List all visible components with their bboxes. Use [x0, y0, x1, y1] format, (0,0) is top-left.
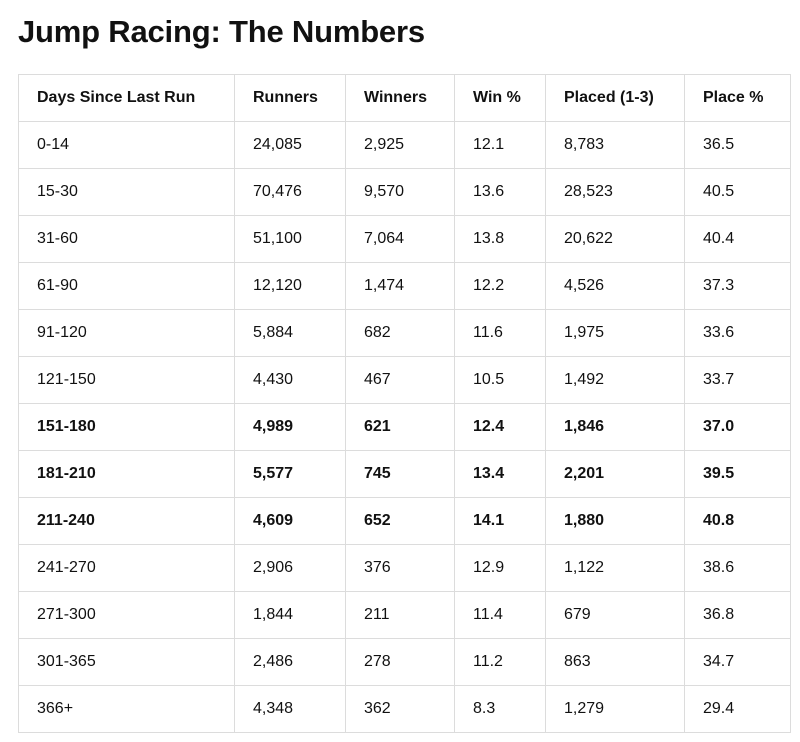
place-pct-cell: 40.8: [685, 498, 791, 545]
place-pct-cell: 34.7: [685, 639, 791, 686]
runners-cell: 2,486: [235, 639, 346, 686]
winners-cell: 682: [346, 310, 455, 357]
placed-cell: 20,622: [546, 216, 685, 263]
placed-cell: 1,846: [546, 404, 685, 451]
runners-cell: 4,430: [235, 357, 346, 404]
place-pct-cell: 37.0: [685, 404, 791, 451]
winners-cell: 211: [346, 592, 455, 639]
win-pct-cell: 13.8: [455, 216, 546, 263]
placed-cell: 679: [546, 592, 685, 639]
table-row: [19, 216, 791, 263]
table-row: [19, 310, 791, 357]
place-pct-cell: 40.4: [685, 216, 791, 263]
table-row: [19, 169, 791, 216]
days-since-last-run-cell: 15-30: [19, 169, 235, 216]
winners-cell: 652: [346, 498, 455, 545]
table-row: [19, 451, 791, 498]
runners-cell: 1,844: [235, 592, 346, 639]
days-since-last-run-cell: 0-14: [19, 122, 235, 169]
placed-cell: 2,201: [546, 451, 685, 498]
win-pct-cell: 11.2: [455, 639, 546, 686]
winners-cell: 621: [346, 404, 455, 451]
page-title: Jump Racing: The Numbers: [18, 14, 425, 49]
runners-cell: 2,906: [235, 545, 346, 592]
column-header-place-pct: Place %: [685, 75, 791, 122]
runners-cell: 5,884: [235, 310, 346, 357]
days-since-last-run-cell: 61-90: [19, 263, 235, 310]
column-header-winners: Winners: [346, 75, 455, 122]
placed-cell: 1,492: [546, 357, 685, 404]
days-since-last-run-cell: 271-300: [19, 592, 235, 639]
placed-cell: 28,523: [546, 169, 685, 216]
win-pct-cell: 11.6: [455, 310, 546, 357]
winners-cell: 1,474: [346, 263, 455, 310]
days-since-last-run-cell: 121-150: [19, 357, 235, 404]
winners-cell: 2,925: [346, 122, 455, 169]
runners-cell: 51,100: [235, 216, 346, 263]
runners-cell: 4,989: [235, 404, 346, 451]
winners-cell: 467: [346, 357, 455, 404]
place-pct-cell: 36.8: [685, 592, 791, 639]
runners-cell: 4,348: [235, 686, 346, 733]
place-pct-cell: 36.5: [685, 122, 791, 169]
placed-cell: 1,880: [546, 498, 685, 545]
days-since-last-run-cell: 151-180: [19, 404, 235, 451]
win-pct-cell: 12.9: [455, 545, 546, 592]
winners-cell: 745: [346, 451, 455, 498]
winners-cell: 376: [346, 545, 455, 592]
place-pct-cell: 39.5: [685, 451, 791, 498]
column-header-win-pct: Win %: [455, 75, 546, 122]
placed-cell: 1,122: [546, 545, 685, 592]
days-since-last-run-cell: 91-120: [19, 310, 235, 357]
placed-cell: 8,783: [546, 122, 685, 169]
win-pct-cell: 12.2: [455, 263, 546, 310]
win-pct-cell: 12.1: [455, 122, 546, 169]
days-since-last-run-cell: 211-240: [19, 498, 235, 545]
days-since-last-run-cell: 301-365: [19, 639, 235, 686]
win-pct-cell: 12.4: [455, 404, 546, 451]
place-pct-cell: 33.7: [685, 357, 791, 404]
runners-cell: 24,085: [235, 122, 346, 169]
place-pct-cell: 40.5: [685, 169, 791, 216]
runners-cell: 4,609: [235, 498, 346, 545]
column-header-runners: Runners: [235, 75, 346, 122]
place-pct-cell: 37.3: [685, 263, 791, 310]
win-pct-cell: 8.3: [455, 686, 546, 733]
place-pct-cell: 33.6: [685, 310, 791, 357]
table-row: [19, 263, 791, 310]
days-since-last-run-cell: 181-210: [19, 451, 235, 498]
table-row: [19, 498, 791, 545]
win-pct-cell: 10.5: [455, 357, 546, 404]
winners-cell: 7,064: [346, 216, 455, 263]
header-row: [19, 75, 791, 122]
table-row: [19, 686, 791, 733]
winners-cell: 9,570: [346, 169, 455, 216]
placed-cell: 1,975: [546, 310, 685, 357]
days-since-last-run-cell: 31-60: [19, 216, 235, 263]
table-row: [19, 357, 791, 404]
table-row: [19, 639, 791, 686]
win-pct-cell: 14.1: [455, 498, 546, 545]
win-pct-cell: 11.4: [455, 592, 546, 639]
table-row: [19, 122, 791, 169]
place-pct-cell: 38.6: [685, 545, 791, 592]
place-pct-cell: 29.4: [685, 686, 791, 733]
table-row: [19, 545, 791, 592]
runners-cell: 5,577: [235, 451, 346, 498]
table-body: [19, 122, 791, 733]
placed-cell: 1,279: [546, 686, 685, 733]
days-since-last-run-cell: 366+: [19, 686, 235, 733]
winners-cell: 278: [346, 639, 455, 686]
days-since-last-run-cell: 241-270: [19, 545, 235, 592]
runners-cell: 70,476: [235, 169, 346, 216]
placed-cell: 863: [546, 639, 685, 686]
runners-cell: 12,120: [235, 263, 346, 310]
table-row: [19, 404, 791, 451]
placed-cell: 4,526: [546, 263, 685, 310]
stats-table: [18, 74, 791, 733]
win-pct-cell: 13.6: [455, 169, 546, 216]
win-pct-cell: 13.4: [455, 451, 546, 498]
column-header-placed: Placed (1-3): [546, 75, 685, 122]
table-row: [19, 592, 791, 639]
column-header-days-since-last-run: Days Since Last Run: [19, 75, 235, 122]
winners-cell: 362: [346, 686, 455, 733]
